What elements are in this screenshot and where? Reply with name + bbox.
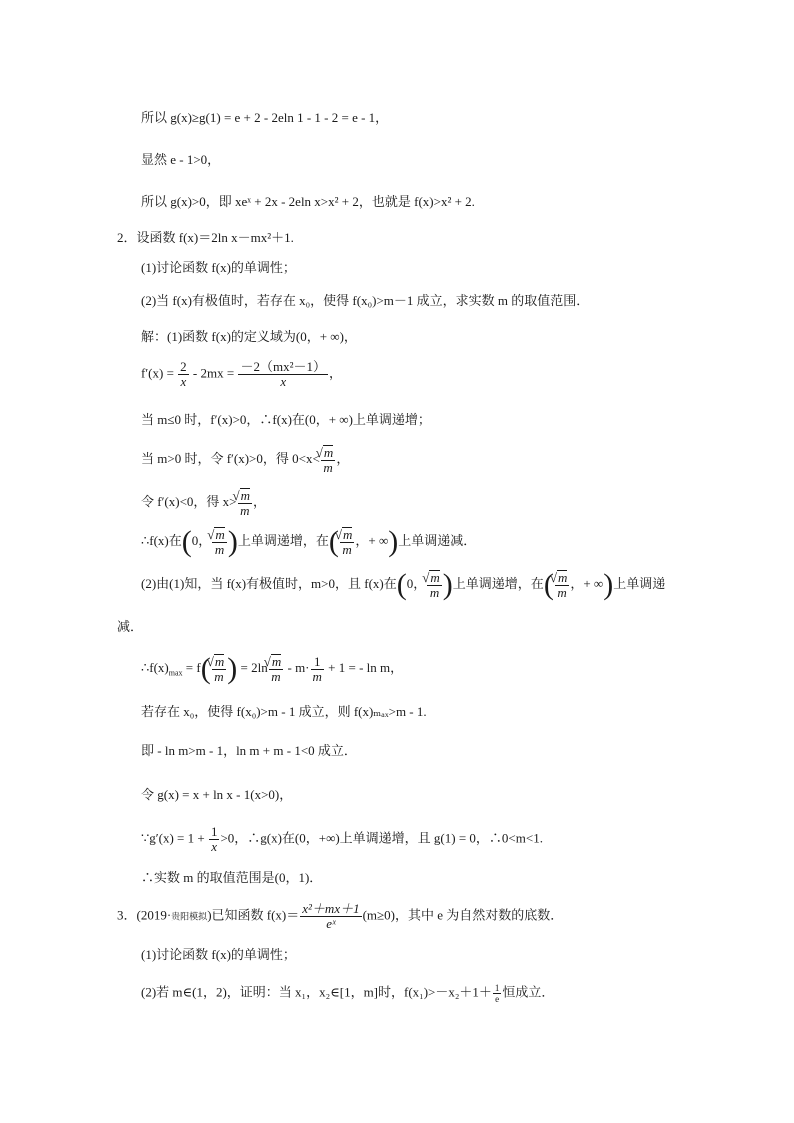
problem-3-title: 3．(2019·贵阳模拟)已知函数 f(x)＝ $\frac{\text{x²＋mx＋1}}{\text{eˣ}}$ (m≥0)，其中 e 为自然对数的底数． (117, 901, 564, 931)
text-line: 当 m>0 时，令 f′(x)>0，得 0<x< √ $\frac{m}{m}$ ， (141, 445, 349, 475)
text-line: 若存在 x₀，使得 f(x₀)>m - 1 成立，则 f(x)ₘₐₓ>m - 1. (141, 704, 427, 719)
text-line: 所以 g(x)≥g(1) = e + 2 - 2eln 1 - 1 - 2 = e - 1， (141, 110, 389, 125)
text-line: 令 f′(x)<0，得 x> √ $\frac{m}{m}$ ， (141, 488, 266, 518)
problem-2-part-1: (1)讨论函数 f(x)的单调性； (141, 260, 296, 275)
text-line: (2)由(1)知，当 f(x)有极值时，m>0，且 f(x)在(0， √ $\frac{m}{m}$ )上单调递增，在( √ $\frac{m}{m}$ ，+ ∞)上单调递 (141, 570, 665, 600)
text: f′(x) = (141, 365, 178, 381)
text-line: 减． (117, 619, 144, 634)
text: - 2mx = (189, 365, 238, 381)
text-line: 显然 e - 1>0， (141, 152, 221, 167)
solution-line: 解：(1)函数 f(x)的定义域为(0，+ ∞)， (141, 329, 357, 344)
text-line: 令 g(x) = x + ln x - 1(x>0)， (141, 787, 293, 802)
text-line: 当 m≤0 时，f′(x)>0，∴f(x)在(0，+ ∞)上单调递增； (141, 412, 431, 427)
max-formula: $\therefore f(x)_{max} = f$( √ $\frac{m}{m}$ ) = 2ln √ $\frac{m}{m}$ - m· $\frac{1}{m}$ + 1 = - ln m， (141, 654, 403, 684)
text-line: ∴f(x)在(0， √ $\frac{m}{m}$ )上单调递增，在( √ $\frac{m}{m}$ ，+ ∞)上单调递减． (141, 527, 476, 557)
derivative-formula: f′(x) = $\frac{2}{x}$ - 2mx = $\frac{\text{－2（mx²－1）}}{x}$ ， (141, 359, 342, 389)
fraction: $\frac{2}{x}$ (180, 359, 187, 389)
sqrt-fraction: √ $\frac{m}{m}$ (321, 445, 336, 475)
problem-2-part-2: (2)当 f(x)有极值时，若存在 x₀，使得 f(x₀)>m－1 成立，求实数 m 的取值范围． (141, 293, 590, 308)
text-line: ∴实数 m 的取值范围是(0，1)． (141, 870, 323, 885)
text-line: 所以 g(x)>0，即 xeˣ + 2x - 2eln x>x² + 2，也就是 f(x)>x² + 2. (141, 194, 475, 209)
sqrt-fraction: √ $\frac{m}{m}$ (238, 488, 253, 518)
problem-2-title: 2．设函数 f(x)＝2ln x－mx²＋1. (117, 230, 294, 245)
problem-3-part-2: (2)若 m∈(1，2)，证明：当 x₁，x₂∈[1，m]时，f(x₁)>－x₂＋1＋ $\frac{1}{e}$ 恒成立． (141, 983, 555, 1004)
fraction: $\frac{\text{－2（mx²－1）}}{x}$ (240, 359, 326, 389)
text-line: 即 - ln m>m - 1，ln m + m - 1<0 成立． (141, 743, 357, 758)
text-line: ∵g′(x) = 1 + $\frac{1}{x}$ >0，∴g(x)在(0，+∞)上单调递增，且 g(1) = 0，∴0<m<1. (141, 824, 543, 854)
problem-3-part-1: (1)讨论函数 f(x)的单调性； (141, 947, 296, 962)
